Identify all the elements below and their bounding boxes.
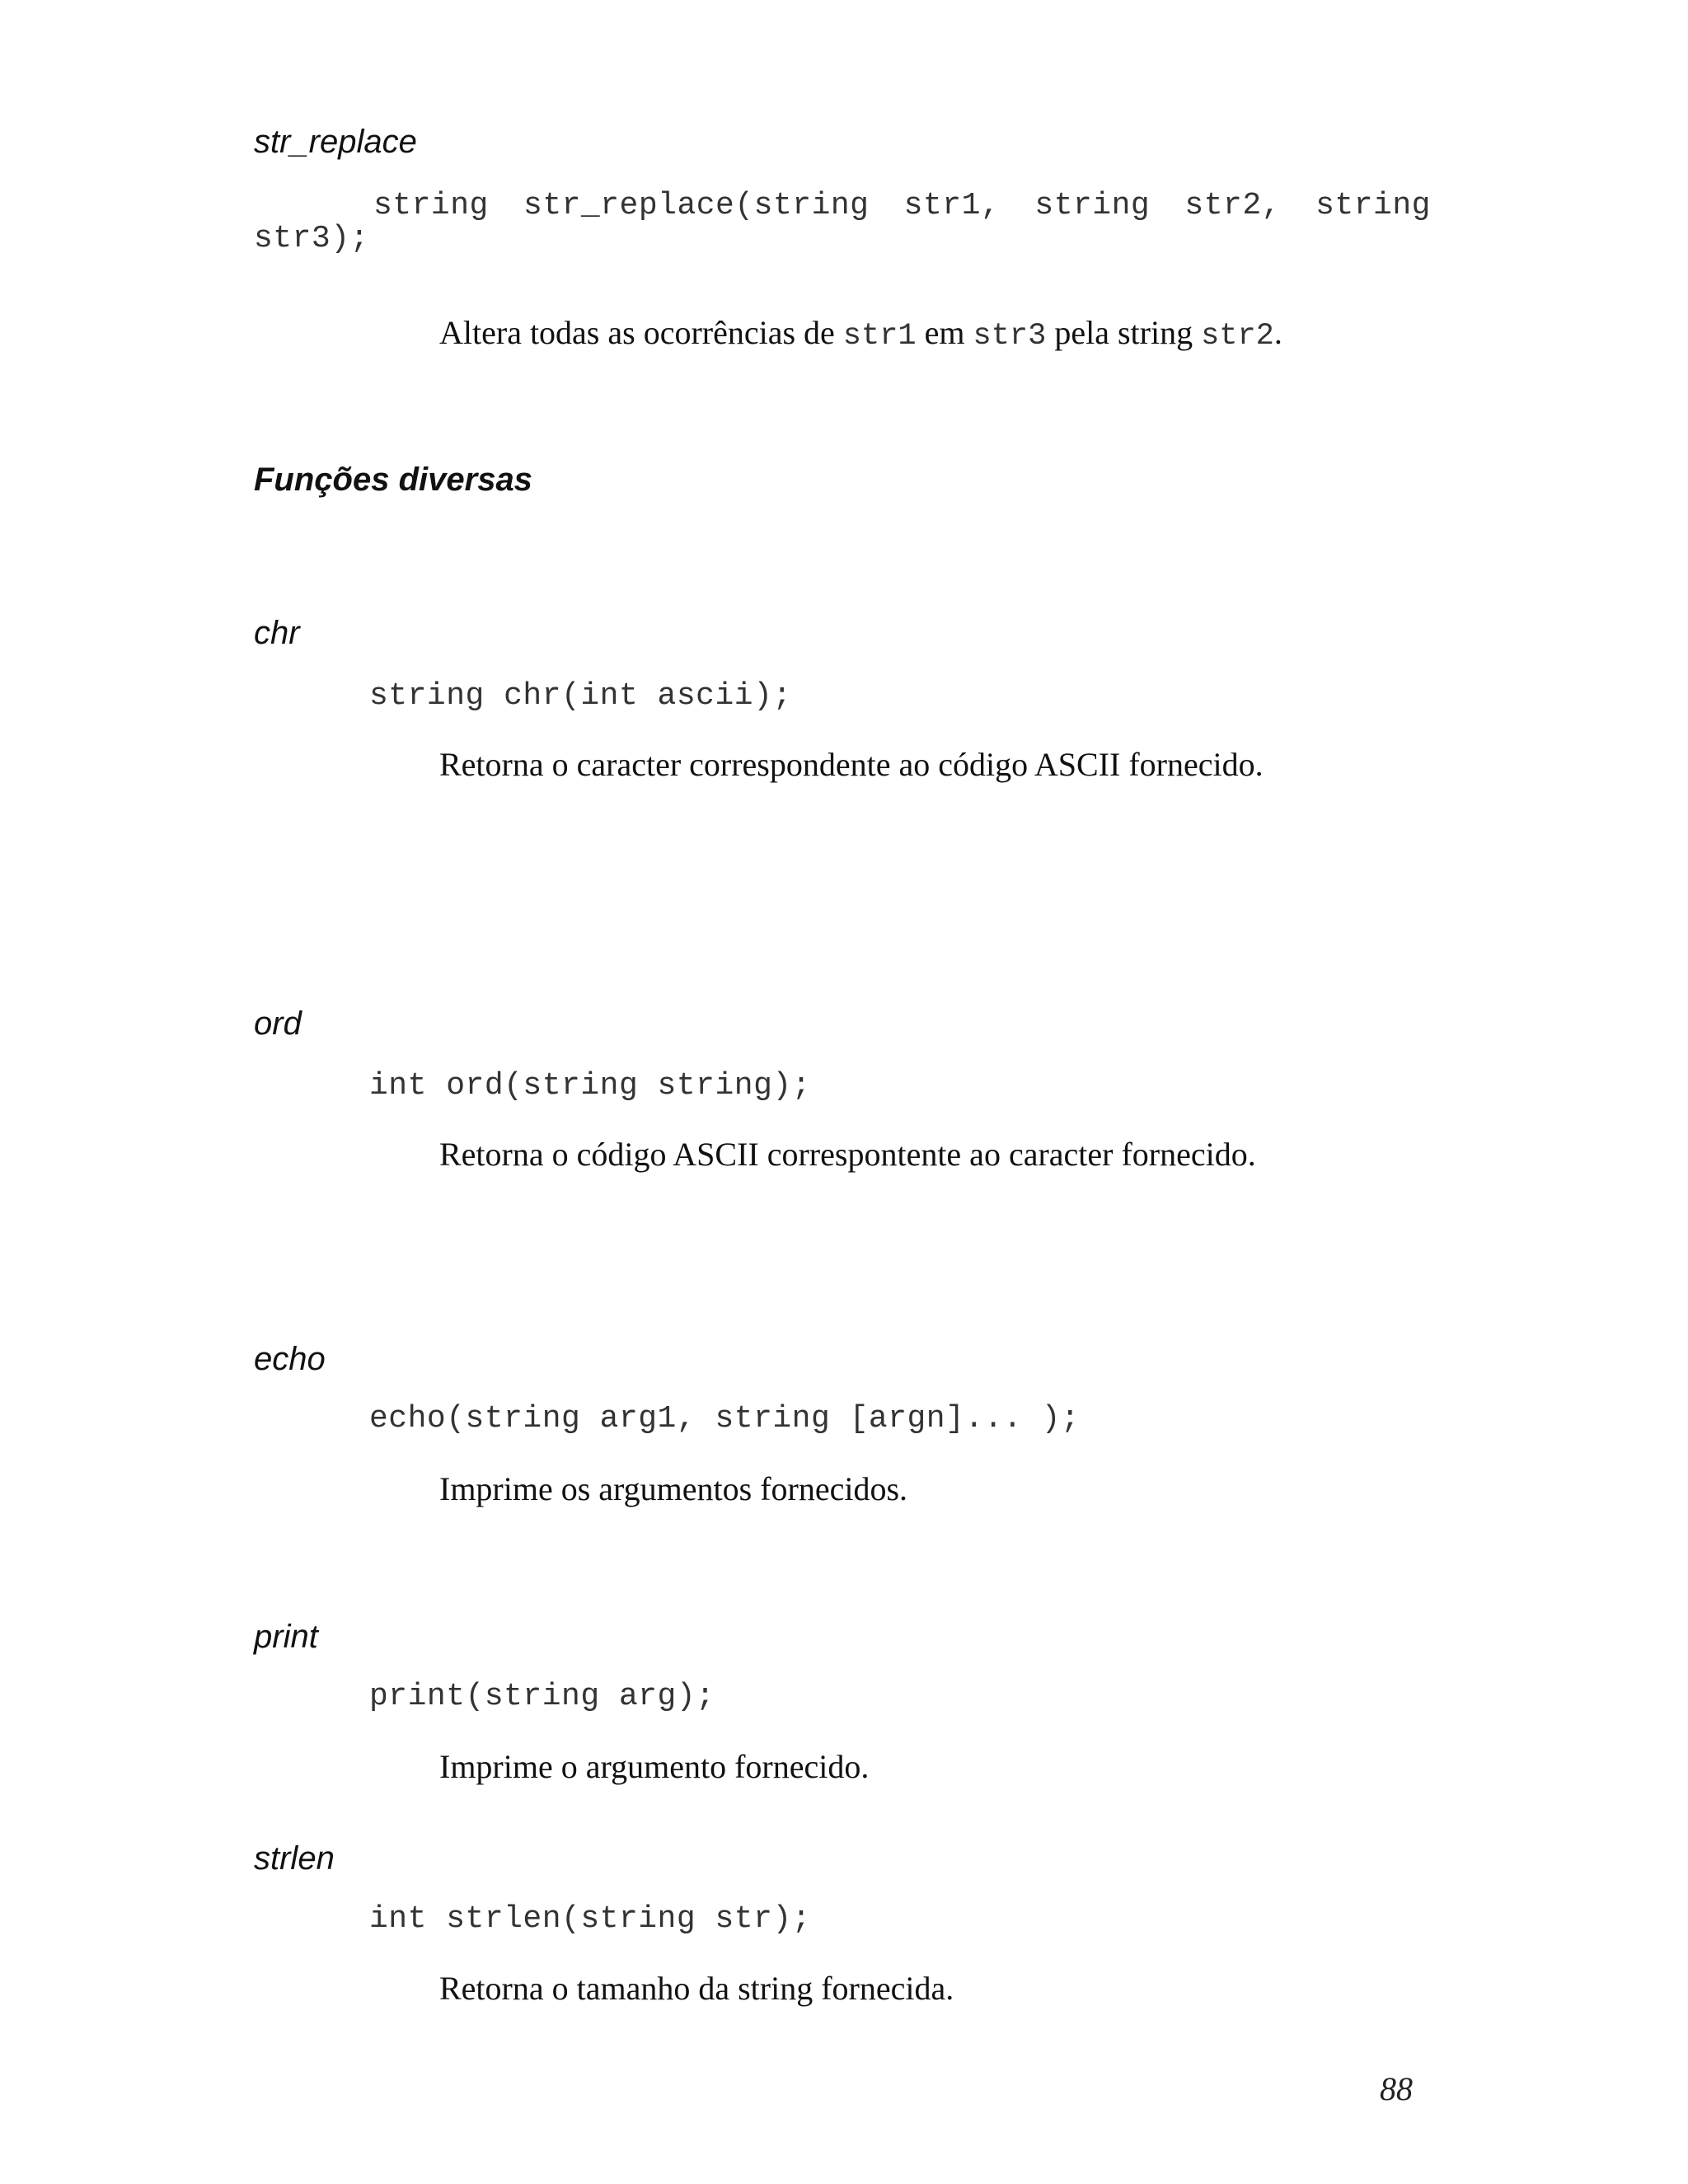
- function-description-str-replace: [439, 313, 1282, 354]
- function-signature-strlen: int strlen(string str);: [369, 1901, 811, 1937]
- function-description-print: Imprime o argumento fornecido.: [439, 1748, 870, 1785]
- section-title: Funções diversas: [254, 462, 532, 498]
- page-number: 88: [1380, 2070, 1413, 2107]
- function-signature-print: print(string arg);: [369, 1679, 715, 1714]
- function-description-echo: Imprime os argumentos fornecidos.: [439, 1470, 908, 1507]
- function-description-strlen: Retorna o tamanho da string fornecida.: [439, 1970, 954, 2007]
- function-signature-echo: echo(string arg1, string [argn]... );: [369, 1401, 1081, 1436]
- signature-token: string: [373, 188, 489, 223]
- inline-code-str1: str1: [842, 319, 917, 354]
- description-text: Altera todas as ocorrências de: [439, 314, 843, 351]
- function-description-ord: Retorna o código ASCII correspontente ao caracter fornecido.: [439, 1136, 1256, 1173]
- function-heading-ord: ord: [254, 1005, 302, 1042]
- function-heading-echo: echo: [254, 1341, 326, 1377]
- signature-token: string: [1034, 188, 1151, 223]
- description-text: .: [1273, 314, 1282, 351]
- description-text: em: [916, 314, 973, 351]
- function-heading-str-replace: str_replace: [254, 124, 417, 160]
- function-signature-str-replace-continuation: str3);: [254, 221, 369, 256]
- function-signature-chr: string chr(int ascii);: [369, 678, 792, 714]
- function-signature-ord: int ord(string string);: [369, 1068, 811, 1104]
- signature-token: str2,: [1184, 188, 1281, 223]
- function-heading-chr: chr: [254, 615, 300, 651]
- signature-token: str1,: [903, 188, 1001, 223]
- function-signature-str-replace: [373, 188, 1431, 223]
- function-heading-strlen: strlen: [254, 1840, 335, 1877]
- function-description-chr: Retorna o caracter correspondente ao código ASCII fornecido.: [439, 746, 1264, 783]
- inline-code-str3: str3: [973, 319, 1047, 354]
- description-text: pela string: [1046, 314, 1202, 351]
- signature-token: string: [1315, 188, 1431, 223]
- inline-code-str2: str2: [1201, 319, 1274, 354]
- signature-token: str_replace(string: [523, 188, 870, 223]
- function-heading-print: print: [254, 1619, 318, 1655]
